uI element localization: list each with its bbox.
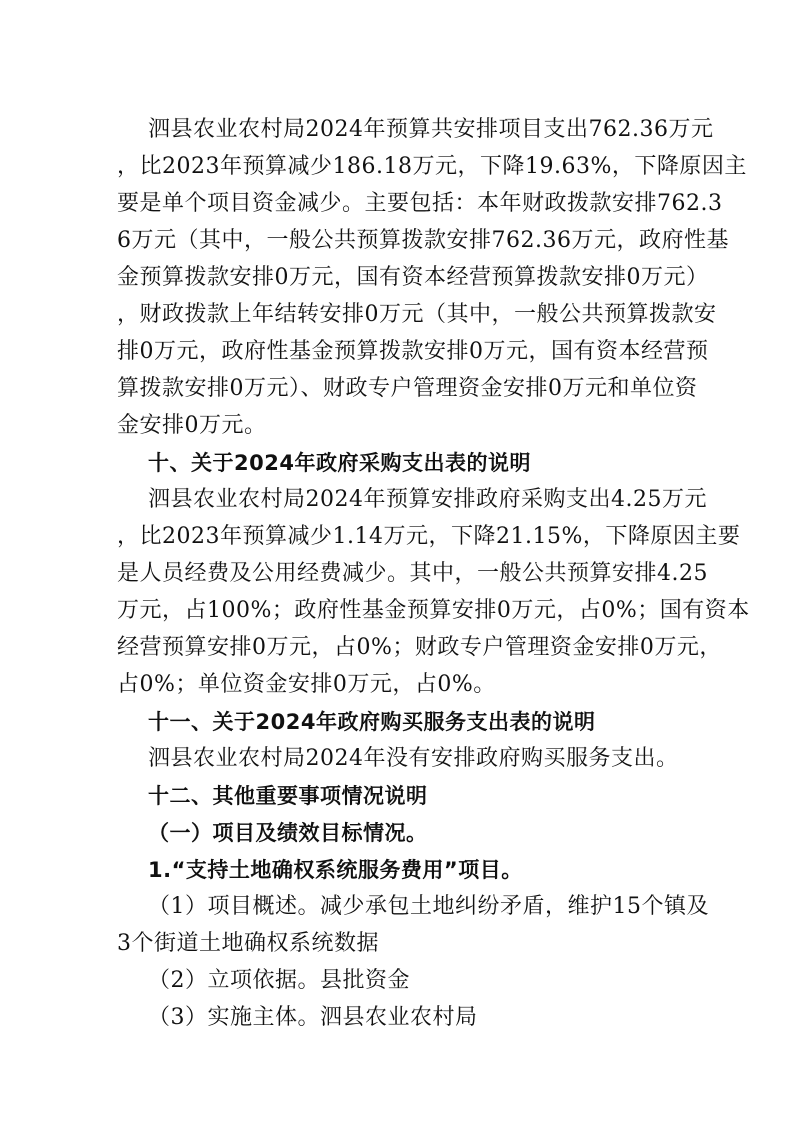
project1-heading: 1.“支持土地确权系统服务费用”项目。 [148, 858, 523, 882]
section9-paragraph-line: 泗县农业农村局2024年预算共安排项目支出762.36万元 [148, 117, 714, 142]
project-overview-line: （1）项目概述。减少承包土地纠纷矛盾，维护15个镇及 [148, 894, 709, 919]
subsection1-heading: （一）项目及绩效目标情况。 [148, 821, 428, 845]
project-basis: （2）立项依据。县批资金 [148, 968, 410, 993]
section10-paragraph-line: ，比2023年预算减少1.14万元，下降21.15%，下降原因主要 [117, 524, 741, 549]
section9-paragraph-line: 6万元（其中，一般公共预算拨款安排762.36万元，政府性基 [117, 228, 729, 253]
section12-heading: 十二、其他重要事项情况说明 [148, 784, 428, 808]
project-subject: （3）实施主体。泗县农业农村局 [148, 1005, 478, 1030]
section9-paragraph-line: 算拨款安排0万元）、财政专户管理资金安排0万元和单位资 [117, 376, 698, 401]
section10-paragraph-line: 万元，占100%；政府性基金预算安排0万元，占0%；国有资本 [117, 598, 750, 623]
project-overview-line: 3个街道土地确权系统数据 [117, 931, 379, 956]
section9-paragraph-line: 金预算拨款安排0万元，国有资本经营预算拨款安排0万元） [117, 265, 709, 290]
section9-paragraph-line: 要是单个项目资金减少。主要包括：本年财政拨款安排762.3 [117, 191, 723, 216]
section9-paragraph-line: ，财政拨款上年结转安排0万元（其中，一般公共预算拨款安 [117, 302, 717, 327]
section9-paragraph-line: 排0万元，政府性基金预算拨款安排0万元，国有资本经营预 [117, 339, 709, 364]
section10-heading: 十、关于2024年政府采购支出表的说明 [148, 451, 531, 475]
section10-paragraph-line: 泗县农业农村局2024年预算安排政府采购支出4.25万元 [148, 487, 707, 512]
section11-heading: 十一、关于2024年政府购买服务支出表的说明 [148, 710, 596, 734]
section9-paragraph-line: 金安排0万元。 [117, 413, 267, 438]
section10-paragraph-line: 占0%；单位资金安排0万元，占0%。 [117, 672, 496, 697]
section11-paragraph: 泗县农业农村局2024年没有安排政府购买服务支出。 [148, 746, 679, 771]
section9-paragraph-line: ，比2023年预算减少186.18万元，下降19.63%，下降原因主 [117, 154, 747, 179]
section10-paragraph-line: 是人员经费及公用经费减少。其中，一般公共预算安排4.25 [117, 561, 708, 586]
section10-paragraph-line: 经营预算安排0万元，占0%；财政专户管理资金安排0万元， [117, 635, 722, 660]
